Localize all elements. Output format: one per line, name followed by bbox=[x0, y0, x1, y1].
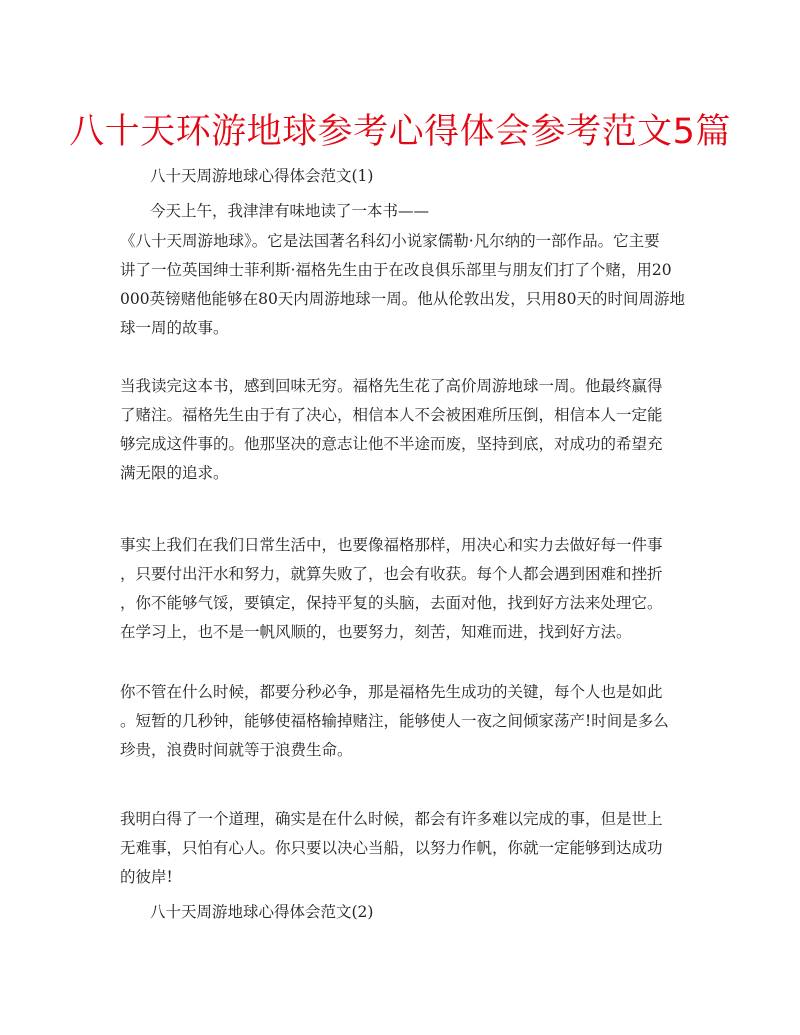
document-title: 八十天环游地球参考心得体会参考范文5篇 bbox=[69, 112, 731, 152]
paragraph-line: ，你不能够气馁，要镇定，保持平复的头脑，去面对他，找到好方法来处理它。 bbox=[120, 594, 663, 612]
paragraph-line: ，只要付出汗水和努力，就算失败了，也会有收获。每个人都会遇到困难和挫折 bbox=[120, 565, 663, 583]
paragraph-line: 珍贵，浪费时间就等于浪费生命。 bbox=[120, 741, 353, 759]
paragraph-line: 球一周的故事。 bbox=[120, 319, 229, 337]
paragraph-line: 。短暂的几秒钟，能够使福格输掉赌注，能够使人一夜之间倾家荡产!时间是多么 bbox=[120, 712, 669, 730]
paragraph-line: 《八十天周游地球》。它是法国著名科幻小说家儒勒·凡尔纳的一部作品。它主要 bbox=[120, 232, 660, 250]
paragraph-line: 000英镑赌他能够在80天内周游地球一周。他从伦敦出发，只用80天的时间周游地 bbox=[120, 290, 686, 308]
section-heading-1: 八十天周游地球心得体会范文(1) bbox=[150, 167, 374, 185]
section-heading-2: 八十天周游地球心得体会范文(2) bbox=[150, 903, 374, 921]
paragraph-line: 你不管在什么时候，都要分秒必争，那是福格先生成功的关键，每个人也是如此 bbox=[120, 683, 663, 701]
paragraph-line: 我明白得了一个道理，确实是在什么时候，都会有许多难以完成的事，但是世上 bbox=[120, 810, 663, 828]
paragraph-line: 了赌注。福格先生由于有了决心，相信本人不会被困难所压倒，相信本人一定能 bbox=[120, 406, 663, 424]
paragraph-line: 的彼岸! bbox=[120, 868, 173, 886]
paragraph-line: 讲了一位英国绅士菲利斯·福格先生由于在改良俱乐部里与朋友们打了个赌，用20 bbox=[120, 261, 672, 279]
paragraph-line: 满无限的追求。 bbox=[120, 464, 229, 482]
paragraph-line: 够完成这件事的。他那坚决的意志让他不半途而废，坚持到底，对成功的希望充 bbox=[120, 435, 663, 453]
paragraph-line: 无难事，只怕有心人。你只要以决心当船，以努力作帆，你就一定能够到达成功 bbox=[120, 839, 663, 857]
paragraph-line: 事实上我们在我们日常生活中，也要像福格那样，用决心和实力去做好每一件事 bbox=[120, 536, 663, 554]
paragraph-line: 在学习上，也不是一帆风顺的，也要努力，刻苦，知难而进，找到好方法。 bbox=[120, 623, 632, 641]
paragraph-line: 当我读完这本书，感到回味无穷。福格先生花了高价周游地球一周。他最终赢得 bbox=[120, 377, 663, 395]
paragraph-line: 今天上午，我津津有味地读了一本书—— bbox=[150, 202, 430, 220]
